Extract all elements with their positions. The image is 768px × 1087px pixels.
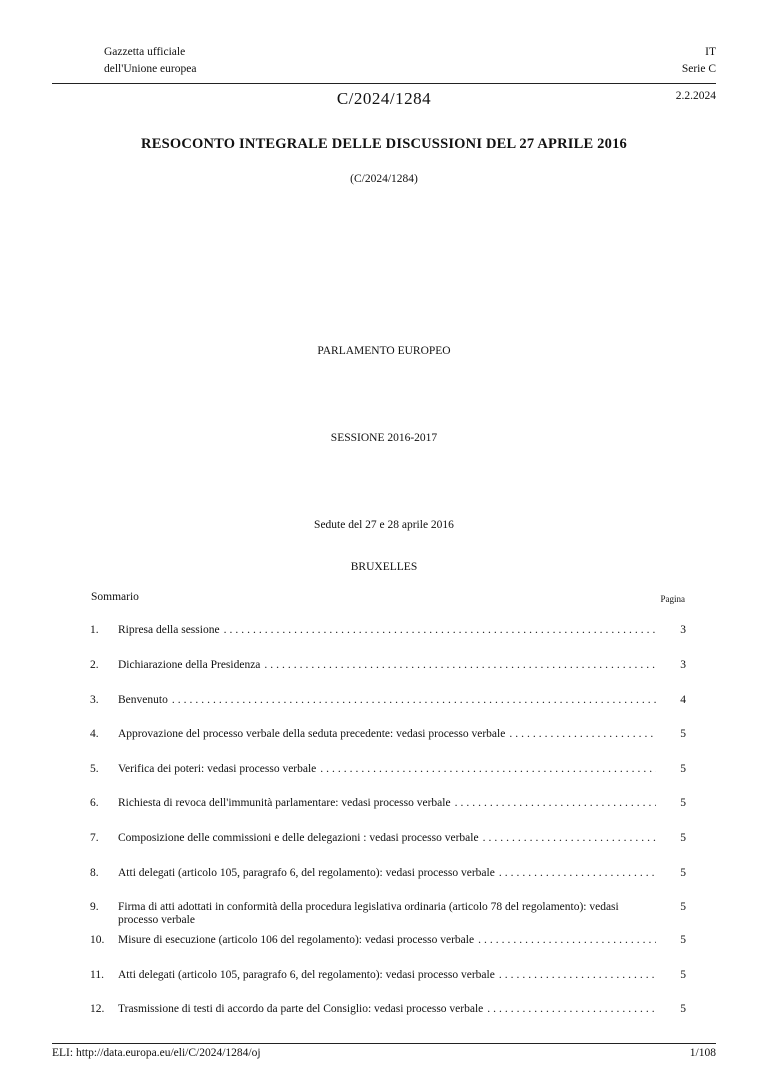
toc-item-number: 10. [90,934,105,946]
institution-name: PARLAMENTO EUROPEO [317,345,451,357]
series-label: Serie C [681,63,716,75]
publication-date: 2.2.2024 [675,90,716,102]
leader-dots [505,728,656,741]
leader-dots [483,1003,656,1016]
toc-item-label: Composizione delle commissioni e delle delegazioni : vedasi processo verbale [118,832,479,844]
leader-dots [479,832,656,845]
toc-item-11[interactable] [90,969,686,1003]
toc-item-10[interactable] [90,934,686,969]
leader-dots [260,659,656,672]
toc-item-label: Richiesta di revoca dell'immunità parlamentare: vedasi processo verbale [118,797,451,809]
toc-item-number: 9. [90,901,99,913]
toc-item-label: Atti delegati (articolo 105, paragrafo 6, del regolamento): vedasi processo verbale [118,969,495,981]
toc-item-page: 3 [680,624,686,636]
toc-item-label: Atti delegati (articolo 105, paragrafo 6, del regolamento): vedasi processo verbale [118,867,495,879]
leader-dots [495,867,656,880]
journal-title-line1: Gazzetta ufficiale [104,46,186,58]
toc-item-9[interactable] [90,901,686,934]
toc-item-8[interactable] [90,867,686,901]
document-title: RESOCONTO INTEGRALE DELLE DISCUSSIONI DEL 27 APRILE 2016 [141,136,627,152]
eli-link[interactable]: ELI: http://data.europa.eu/eli/C/2024/1284/oj [52,1047,261,1059]
toc-item-label: Trasmissione di testi di accordo da parte del Consiglio: vedasi processo verbale [118,1003,484,1015]
toc-item-number: 4. [90,728,99,740]
header-meta [682,44,716,78]
toc-item-page: 5 [680,728,686,740]
journal-title [104,44,196,78]
toc-item-number: 5. [90,763,99,775]
language-code: IT [705,46,716,58]
toc-item-page: 4 [680,694,686,706]
document-number: C/2024/1284 [336,89,432,108]
toc-item-label: Misure di esecuzione (articolo 106 del regolamento): vedasi processo verbale [118,934,475,946]
toc-item-number: 12. [90,1003,105,1015]
table-of-contents [90,624,686,1023]
toc-item-number: 3. [90,694,99,706]
toc-item-3[interactable] [90,694,686,728]
toc-item-1[interactable] [90,624,686,659]
toc-item-label: Approvazione del processo verbale della seduta precedente: vedasi processo verbale [118,728,506,740]
toc-item-label: Verifica dei poteri: vedasi processo verbale [118,763,317,775]
toc-item-page: 5 [680,763,686,775]
leader-dots [168,694,656,707]
toc-item-5[interactable] [90,763,686,797]
toc-item-number: 11. [90,969,104,981]
session-label: SESSIONE 2016-2017 [330,432,438,444]
leader-dots [495,969,656,982]
leader-dots [220,624,656,637]
page-column-heading: Pagina [660,594,685,604]
page-number: 1/108 [689,1047,716,1059]
toc-item-page: 5 [680,901,686,913]
leader-dots [474,934,656,947]
toc-item-number: 2. [90,659,99,671]
toc-item-page: 5 [680,797,686,809]
toc-item-7[interactable] [90,832,686,867]
toc-item-number: 7. [90,832,99,844]
toc-item-label: Benvenuto [118,694,168,706]
sittings-label: Sedute del 27 e 28 aprile 2016 [314,519,454,531]
leader-dots [316,763,656,776]
journal-title-line2: dell'Unione europea [104,63,197,75]
toc-item-label: Dichiarazione della Presidenza [118,659,261,671]
toc-item-number: 6. [90,797,99,809]
toc-item-page: 5 [680,867,686,879]
toc-item-page: 5 [680,969,686,981]
leader-dots [451,797,656,810]
toc-item-page: 5 [680,934,686,946]
toc-item-number: 1. [90,624,99,636]
toc-item-page: 3 [680,659,686,671]
toc-item-label: Ripresa della sessione [118,624,220,636]
header-rule [52,83,716,84]
toc-item-page: 5 [680,832,686,844]
document-subtitle: (C/2024/1284) [350,173,418,185]
city-label: BRUXELLES [350,561,418,573]
toc-item-12[interactable] [90,1003,686,1023]
footer-rule [52,1043,716,1044]
toc-item-page: 5 [680,1003,686,1015]
toc-item-number: 8. [90,867,99,879]
toc-item-6[interactable] [90,797,686,832]
toc-item-label: Firma di atti adottati in conformità della procedura legislativa ordinaria (articolo 78 del regolamento): vedasi processo verbale [118,901,619,926]
summary-heading: Sommario [91,591,139,603]
toc-item-2[interactable] [90,659,686,694]
toc-item-4[interactable] [90,728,686,763]
